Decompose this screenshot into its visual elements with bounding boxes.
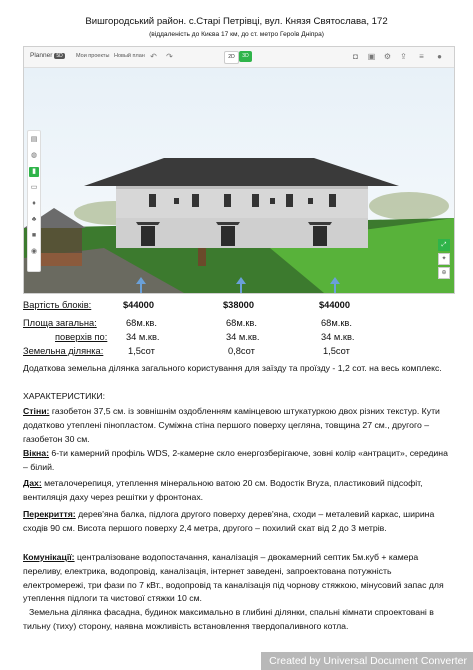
menu-projects[interactable]: Мои проекты (76, 53, 110, 59)
land-2: 0,8сот (228, 346, 255, 356)
door-icon[interactable]: ▮ (29, 167, 39, 177)
compass-icon[interactable]: ✦ (438, 253, 450, 265)
camera-icon[interactable]: ◘ (353, 52, 358, 61)
menu-new-plan[interactable]: Новый план (114, 53, 145, 59)
palette-icon[interactable]: ◉ (30, 248, 38, 255)
walls-paragraph: Стіни: газобетон 37,5 см. із зовнішнім оздобленням камінцевою штукатуркою двох різних текстур. Кути додатково утеплені пінопластом. Суміжна стіна першого поверху цегляна, товщина 27 см., другого – газобетон 30 см. (23, 406, 440, 444)
lamp-icon[interactable]: ♦ (32, 200, 36, 207)
area-3: 68м.кв. (321, 318, 352, 328)
land-1: 1,5сот (128, 346, 155, 356)
view-2d-button[interactable]: 2D (224, 51, 239, 64)
undo-icon[interactable]: ↶ (150, 52, 157, 61)
view-3d-button[interactable]: 3D (239, 51, 252, 62)
roof-paragraph: Дах: металочерепиця, утеплення мінеральною ватою 20 см. Водостік Bryza, пластиковий підсофіт, вентиляція даху через решітки у фронтонах. (23, 478, 423, 502)
price-3: $44000 (319, 300, 351, 310)
house-render (24, 68, 454, 293)
zoom-icon[interactable]: ⊕ (438, 267, 450, 279)
floor-3: 34 м.кв. (321, 332, 355, 342)
planner-toolbar (24, 47, 454, 68)
redo-icon[interactable]: ↷ (166, 52, 173, 61)
tree-icon[interactable]: ♣ (31, 216, 37, 223)
floors-label: Перекриття: (23, 509, 76, 519)
3d-viewport[interactable] (24, 68, 454, 293)
floor-2: 34 м.кв. (226, 332, 260, 342)
additional-plot: Додаткова земельна ділянка загального користування для заїзду та проїзду - 1,2 сот. на весь комплекс. (23, 363, 442, 373)
floors-paragraph: Перекриття: дерев'яна балка, підлога другого поверху дерев'яна, сходи – металевий каркас, ширина сходів 90 см. Висота першого поверху 2,4 метра, другого – похилий скат від 2 до 3 метрів. (23, 509, 435, 533)
globe-icon[interactable]: ◍ (30, 152, 38, 159)
share-icon[interactable]: ⇪ (400, 52, 407, 61)
communications-label: Комунікації: (23, 552, 75, 562)
floor-label: поверхів по: (55, 332, 108, 342)
planner-screenshot (23, 46, 455, 294)
price-2: $38000 (223, 300, 255, 310)
planner-logo[interactable]: Planner 5D (30, 52, 63, 59)
settings-icon[interactable]: ⚙ (383, 52, 392, 61)
windows-label: Вікна: (23, 448, 50, 458)
walls-label: Стіни: (23, 406, 50, 416)
land-label: Земельна ділянка: (23, 346, 104, 356)
gallery-icon[interactable]: ▣ (367, 52, 376, 61)
final-paragraph: Земельна ділянка фасадна, будинок максимально в глибині ділянки, спальні кімнати спроектовані в тильну (тиху) сторону, наявна можливість встановлення твердопаливного котла. (23, 607, 434, 631)
document-subtitle: (віддаленість до Києва 17 км, до ст. метро Героїв Дніпра) (149, 31, 324, 38)
menu-icon[interactable]: ≡ (419, 52, 424, 61)
roof-label: Дах: (23, 478, 42, 488)
sofa-icon[interactable]: ▭ (30, 184, 38, 191)
box-icon[interactable]: ■ (31, 232, 37, 239)
area-label: Площа загальна: (23, 318, 97, 328)
price-label: Вартість блоків: (23, 300, 92, 310)
planner-badge: 5D (56, 53, 63, 59)
price-1: $44000 (123, 300, 155, 310)
characteristics-heading: ХАРАКТЕРИСТИКИ: (23, 391, 106, 401)
windows-paragraph: Вікна: 6-ти камерний профіль WDS, 2-камерне скло енергозберігаюче, зовні колір «антрацит», середина – білий. (23, 448, 448, 472)
expand-icon[interactable]: ⤢ (438, 239, 450, 251)
land-3: 1,5сот (323, 346, 350, 356)
converter-watermark: Created by Universal Document Converter (261, 652, 473, 670)
floor-1: 34 м.кв. (126, 332, 160, 342)
user-icon[interactable]: ● (437, 52, 442, 61)
furniture-icon[interactable]: ▤ (30, 136, 38, 143)
planner-left-toolbar (27, 130, 41, 272)
document-title: Вишгородський район. с.Старі Петрівці, вул. Князя Святослава, 172 (85, 16, 388, 27)
area-1: 68м.кв. (126, 318, 157, 328)
communications-paragraph: Комунікації: централізоване водопостачання, каналізація – двокамерний септик 5м.куб + камера переливу, електрика, водопровід, каналізація, інтернет заведені, запроектована потужність електромережі, три фази по 7 кВт., водопровід та каналізація під чорнову стяжкою, мінусовий запас для утеплення підлоги та чистової стяжки 10 см. (23, 552, 444, 604)
area-2: 68м.кв. (226, 318, 257, 328)
